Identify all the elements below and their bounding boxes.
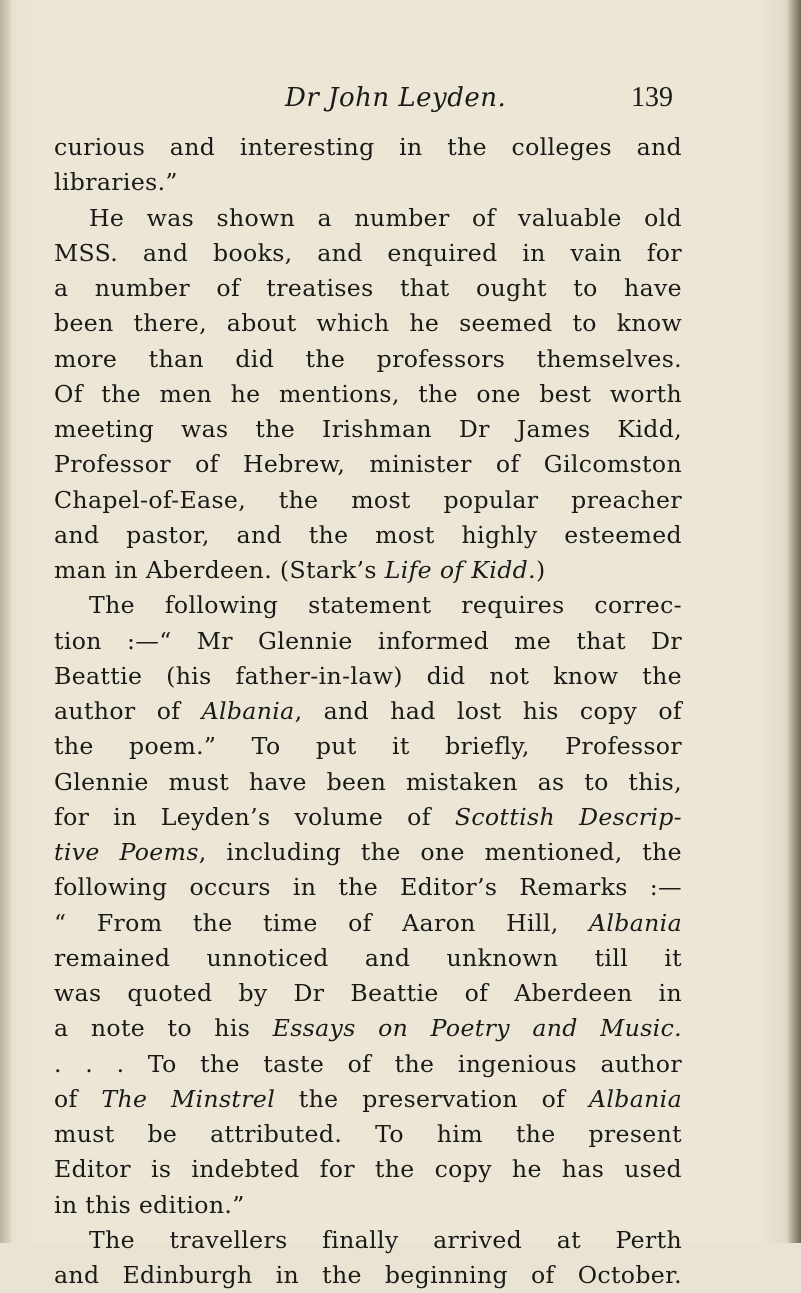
text-line: curious and interesting in the colleges and: [54, 133, 682, 161]
text-line: man in Aberdeen. (Stark’s Life of Kidd.): [54, 556, 546, 584]
running-head: [0, 81, 801, 121]
text-line: and Edinburgh in the beginning of October.: [54, 1261, 682, 1289]
text-line: Editor is indebted for the copy he has used: [54, 1155, 682, 1184]
text-line: The travellers finally arrived at Perth: [89, 1225, 682, 1254]
text-line: Beattie (his father-in-law) did not know the: [54, 661, 682, 690]
text-line: the poem.” To put it briefly, Professor: [54, 732, 682, 761]
text-line: tive Poems, including the one mentioned, the: [54, 838, 682, 866]
text-line: Glennie must have been mistaken as to this,: [54, 767, 682, 796]
text-line: Chapel-of-Ease, the most popular preacher: [54, 485, 682, 514]
text-line: Of the men he mentions, the one best worth: [54, 379, 682, 408]
text-line: meeting was the Irishman Dr James Kidd,: [54, 415, 682, 443]
text-line: Professor of Hebrew, minister of Gilcomston: [54, 450, 682, 479]
text-line: . . . To the taste of the ingenious author: [54, 1049, 682, 1078]
text-line: was quoted by Dr Beattie of Aberdeen in: [54, 979, 682, 1007]
text-line: “ From the time of Aaron Hill, Albania: [54, 908, 682, 937]
text-line: a note to his Essays on Poetry and Music.: [54, 1014, 682, 1043]
text-line: MSS. and books, and enquired in vain for: [54, 238, 682, 267]
gutter-shadow: [0, 0, 12, 1243]
text-line: more than did the professors themselves.: [54, 344, 682, 373]
page-edge: [787, 0, 801, 1243]
text-line: must be attributed. To him the present: [54, 1120, 682, 1148]
running-title: Dr John Leyden.: [285, 83, 507, 113]
text-line: remained unnoticed and unknown till it: [54, 943, 682, 972]
page-number: 139: [631, 82, 673, 113]
text-line: for in Leyden’s volume of Scottish Descrip-: [54, 802, 682, 831]
text-line: of The Minstrel the preservation of Albania: [54, 1084, 682, 1113]
text-line: following occurs in the Editor’s Remarks :—: [54, 873, 682, 902]
body-text: [54, 130, 682, 1293]
text-line: in this edition.”: [54, 1190, 245, 1219]
text-line: libraries.”: [54, 168, 178, 197]
text-line: The following statement requires correc-: [89, 591, 682, 620]
text-line: tion :—“ Mr Glennie informed me that Dr: [54, 626, 682, 655]
text-line: and pastor, and the most highly esteemed: [54, 520, 682, 549]
text-line: author of Albania, and had lost his copy of: [54, 697, 682, 725]
text-line: He was shown a number of valuable old: [89, 203, 682, 232]
text-line: a number of treatises that ought to have: [54, 274, 682, 302]
text-line: been there, about which he seemed to know: [54, 309, 682, 338]
